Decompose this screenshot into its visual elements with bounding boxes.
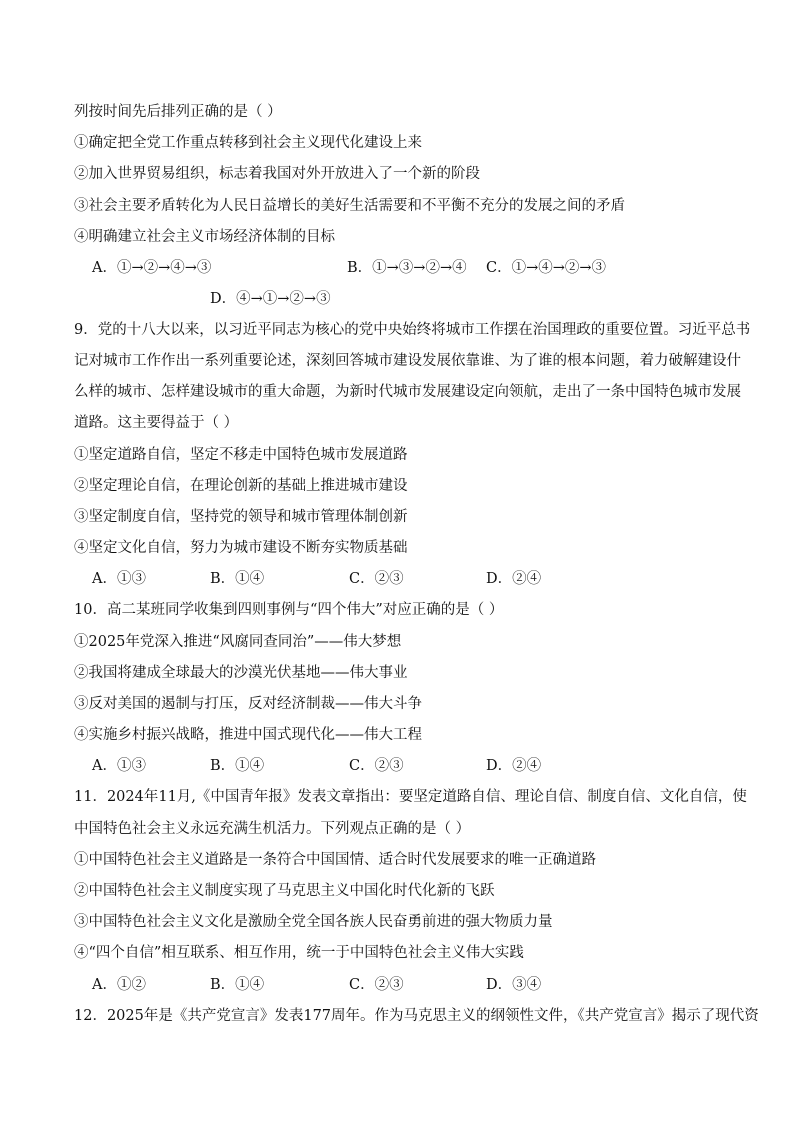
q9-item-3: ③坚定制度自信，坚持党的领导和城市管理体制创新	[74, 509, 408, 525]
q9-stem-line-4: 道路。这主要得益于（ ）	[74, 415, 239, 431]
q8-item-2: ②加入世界贸易组织，标志着我国对外开放进入了一个新的阶段	[74, 166, 480, 182]
q10-stem: 10．高二某班同学收集到四则事例与“四个伟大”对应正确的是（ ）	[74, 602, 504, 618]
q11-option-c: C．②③	[349, 977, 404, 993]
q10-option-c: C．②③	[349, 758, 404, 774]
q11-item-3: ③中国特色社会主义文化是激励全党全国各族人民奋勇前进的强大物质力量	[74, 914, 553, 930]
q10-option-a: A．①③	[92, 758, 146, 774]
q8-item-3: ③社会主要矛盾转化为人民日益增长的美好生活需要和不平衡不充分的发展之间的矛盾	[74, 198, 625, 214]
q11-item-1: ①中国特色社会主义道路是一条符合中国国情、适合时代发展要求的唯一正确道路	[74, 852, 596, 868]
q9-stem-line-3: 么样的城市、怎样建设城市的重大命题，为新时代城市发展建设定向领航，走出了一条中国特色城市发展	[74, 384, 741, 400]
q12-stem-line-1: 12．2025年是《共产党宣言》发表177周年。作为马克思主义的纲领性文件，《共产党宣言》揭示了现代资	[74, 1008, 759, 1024]
q8-option-d: D．④→①→②→③	[210, 291, 331, 307]
q8-item-1: ①确定把全党工作重点转移到社会主义现代化建设上来	[74, 135, 422, 151]
q9-item-1: ①坚定道路自信，坚定不移走中国特色城市发展道路	[74, 447, 408, 463]
q8-item-4: ④明确建立社会主义市场经济体制的目标	[74, 229, 335, 245]
q11-option-b: B．①④	[210, 977, 265, 993]
q10-item-4: ④实施乡村振兴战略，推进中国式现代化——伟大工程	[74, 727, 422, 743]
q11-stem-line-1: 11．2024年11月,《中国青年报》发表文章指出：要坚定道路自信、理论自信、制度自信、文化自信，使	[74, 789, 747, 805]
q8-option-c: C．①→④→②→③	[486, 260, 607, 276]
q10-item-2: ②我国将建成全球最大的沙漠光伏基地——伟大事业	[74, 665, 408, 681]
q11-option-d: D．③④	[486, 977, 542, 993]
q9-item-4: ④坚定文化自信，努力为城市建设不断夯实物质基础	[74, 540, 408, 556]
q9-item-2: ②坚定理论自信，在理论创新的基础上推进城市建设	[74, 478, 408, 494]
q10-option-d: D．②④	[486, 758, 542, 774]
q11-item-2: ②中国特色社会主义制度实现了马克思主义中国化时代化新的飞跃	[74, 883, 495, 899]
q11-stem-line-2: 中国特色社会主义永远充满生机活力。下列观点正确的是（ ）	[74, 821, 471, 837]
q8-option-a: A．①→②→④→③	[92, 260, 212, 276]
q11-option-a: A．①②	[92, 977, 146, 993]
q9-option-a: A．①③	[92, 571, 146, 587]
q9-stem-line-1: 9．党的十八大以来，以习近平同志为核心的党中央始终将城市工作摆在治国理政的重要位置。习近平总书	[74, 322, 751, 338]
q10-option-b: B．①④	[210, 758, 265, 774]
q10-item-3: ③反对美国的遏制与打压，反对经济制裁——伟大斗争	[74, 696, 422, 712]
q8-stem-tail: 列按时间先后排列正确的是（ ）	[74, 104, 282, 120]
q9-option-b: B．①④	[210, 571, 265, 587]
q11-item-4: ④“四个自信”相互联系、相互作用，统一于中国特色社会主义伟大实践	[74, 945, 524, 961]
q10-item-1: ①2025年党深入推进“风腐同查同治”——伟大梦想	[74, 634, 402, 650]
q9-stem-line-2: 记对城市工作作出一系列重要论述，深刻回答城市建设发展依靠谁、为了谁的根本问题，着力破解建设什	[74, 353, 741, 369]
q8-option-b: B．①→③→②→④	[347, 260, 467, 276]
q9-option-d: D．②④	[486, 571, 542, 587]
q9-option-c: C．②③	[349, 571, 404, 587]
